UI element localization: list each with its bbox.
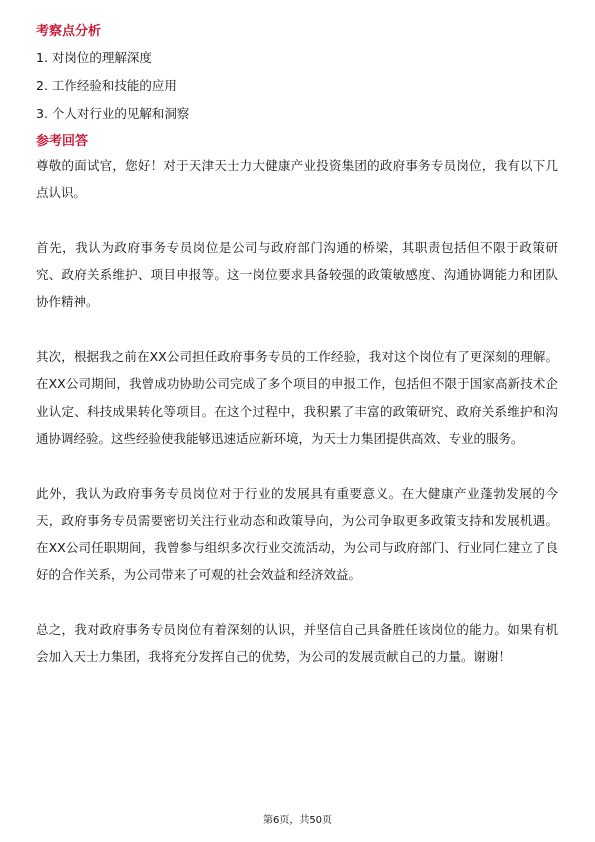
answer-paragraph: 其次，根据我之前在XX公司担任政府事务专员的工作经验，我对这个岗位有了更深刻的理解。在XX公司期间，我曾成功协助公司完成了多个项目的申报工作，包括但不限于国家高新技术企业认定、科技成果转化等项目。在这个过程中，我积累了丰富的政策研究、政府关系维护和沟通协调经验。这些经验使我能够迅速适应新环境，为天士力集团提供高效、专业的服务。: [36, 349, 558, 446]
answer-paragraph: 首先，我认为政府事务专员岗位是公司与政府部门沟通的桥梁，其职责包括但不限于政策研究、政府关系维护、项目申报等。这一岗位要求具备较强的政策敏感度、沟通协调能力和团队协作精神。: [36, 239, 558, 310]
answer-paragraph: 此外，我认为政府事务专员岗位对于行业的发展具有重要意义。在大健康产业蓬勃发展的今天，政府事务专员需要密切关注行业动态和政策导向，为公司争取更多政策支持和发展机遇。在XX公司任职期间，我曾参与组织多次行业交流活动，为公司与政府部门、行业同仁建立了良好的合作关系，为公司带来了可观的社会效益和经济效益。: [36, 485, 558, 583]
answer-paragraph: 尊敬的面试官，您好！对于天津天士力大健康产业投资集团的政府事务专员岗位，我有以下几点认识。: [36, 158, 558, 201]
answer-paragraph: 总之，我对政府事务专员岗位有着深刻的认识，并坚信自己具备胜任该岗位的能力。如果有机会加入天士力集团，我将充分发挥自己的优势，为公司的发展贡献自己的力量。谢谢！: [36, 622, 558, 665]
analysis-item: 3. 个人对行业的见解和洞察: [36, 106, 190, 121]
answer-heading: 参考回答: [36, 134, 89, 149]
analysis-item: 2. 工作经验和技能的应用: [36, 78, 177, 93]
page-content: [36, 22, 558, 671]
page-number: 第6页，共50页: [262, 815, 333, 826]
analysis-list: [36, 44, 558, 128]
analysis-item: 1. 对岗位的理解深度: [36, 50, 152, 65]
analysis-heading: 考察点分析: [36, 24, 102, 39]
answer-body: [36, 152, 558, 671]
